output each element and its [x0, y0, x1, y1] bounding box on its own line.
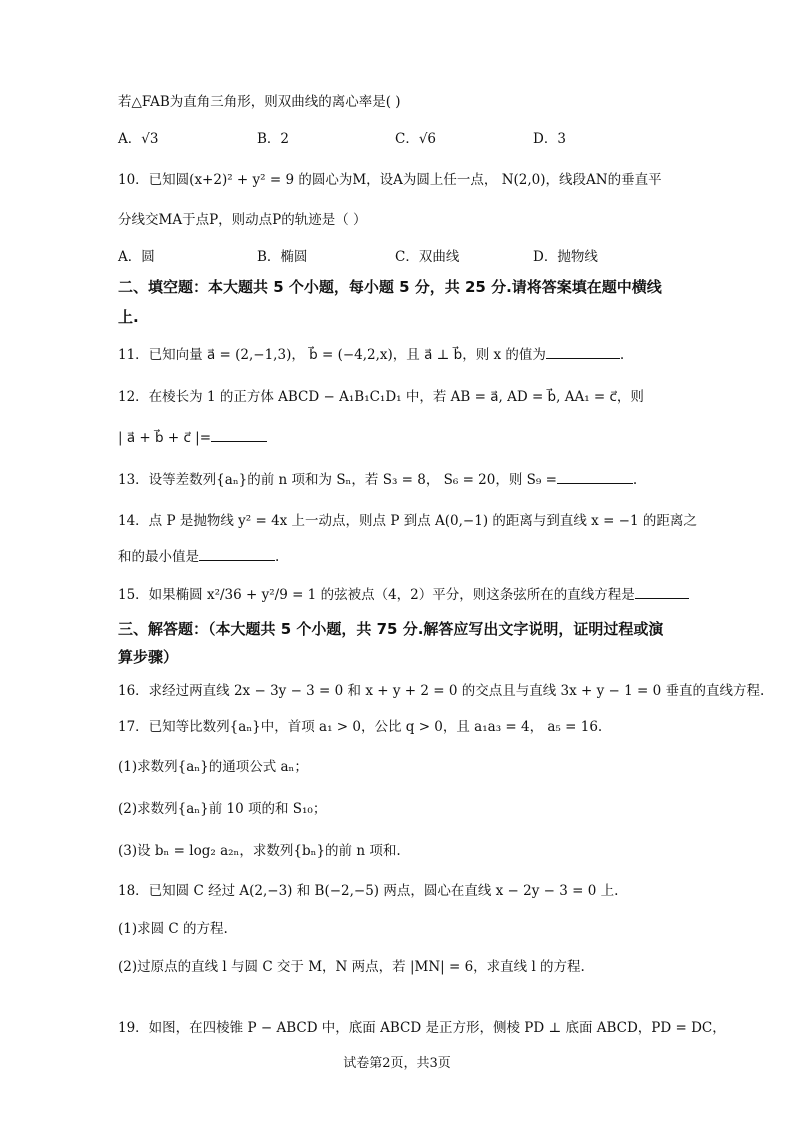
q11-answer-blank[interactable]	[546, 344, 620, 359]
q9-option-c: C．√6	[395, 131, 437, 147]
page-footer: 试卷第2页，共3页	[343, 1056, 451, 1071]
q11: 11．已知向量 a⃗ = (2,−1,3)， b⃗ = (−4,2,x)，且 a⃗ ⊥ b⃗，则 x 的值为 .	[118, 343, 624, 363]
section-3-heading: 三、解答题：（本大题共 5 个小题，共 75 分.解答应写出文字说明，证明过程或演	[118, 620, 664, 638]
q15	[118, 583, 689, 603]
q17: 17．已知等比数列{aₙ}中，首项 a₁ > 0，公比 q > 0，且 a₁a₃ = 4， a₅ = 16.	[118, 719, 603, 735]
q10-line-2: 分线交MA于点P，则动点P的轨迹是（ ）	[118, 212, 367, 228]
q10-option-d: D．抛物线	[533, 249, 598, 265]
section-2-heading-cont: 上.	[118, 308, 139, 326]
q14-line-1: 14．点 P 是抛物线 y² = 4x 上一动点，则点 P 到点 A(0,−1) 的距离与到直线 x = −1 的距离之	[118, 513, 697, 529]
q10-line-1: 10．已知圆(x+2)² + y² = 9 的圆心为M，设A为圆上任一点， N(2,0)，线段AN的垂直平	[118, 172, 662, 188]
q12-line-1: 12．在棱长为 1 的正方体 ABCD − A₁B₁C₁D₁ 中，若 AB = a⃗, AD = b⃗, AA₁ = c⃗，则	[118, 389, 644, 405]
q9-option-b: B．2	[257, 131, 290, 147]
q14-answer-blank[interactable]	[199, 546, 275, 561]
q10-option-c: C．双曲线	[395, 249, 460, 265]
q15-answer-blank[interactable]	[635, 584, 689, 599]
q14-text: 和的最小值是	[118, 549, 199, 565]
q14: 和的最小值是 .	[118, 545, 279, 565]
q19: 19．如图，在四棱锥 P − ABCD 中，底面 ABCD 是正方形，侧棱 PD ⊥ 底面 ABCD，PD = DC，	[118, 1020, 726, 1036]
q17-part-2: (2)求数列{aₙ}前 10 项的和 S₁₀；	[118, 801, 327, 817]
q9-stem-tail: 若△FAB为直角三角形，则双曲线的离心率是( )	[118, 94, 401, 110]
q12-answer-blank[interactable]	[211, 427, 267, 442]
q11-text: 11．已知向量 a⃗ = (2,−1,3)， b⃗ = (−4,2,x)，且 a⃗ ⊥ b⃗，则 x 的值为	[118, 347, 546, 363]
q13-text: 13．设等差数列{aₙ}的前 n 项和为 Sₙ，若 S₃ = 8， S₆ = 20，则 S₉ =	[118, 472, 557, 488]
q16: 16．求经过两直线 2x − 3y − 3 = 0 和 x + y + 2 = 0 的交点且与直线 3x + y − 1 = 0 垂直的直线方程.	[118, 683, 765, 699]
q10-option-a: A．圆	[118, 249, 155, 265]
q17-part-3: (3)设 bₙ = log₂ a₂ₙ，求数列{bₙ}的前 n 项和.	[118, 843, 401, 859]
section-2-heading: 二、填空题：本大题共 5 个小题，每小题 5 分，共 25 分.请将答案填在题中横线	[118, 278, 662, 296]
q18: 18．已知圆 C 经过 A(2,−3) 和 B(−2,−5) 两点，圆心在直线 x − 2y − 3 = 0 上.	[118, 883, 619, 899]
q15-text: 15．如果椭圆 x²/36 + y²/9 = 1 的弦被点（4，2）平分，则这条弦所在的直线方程是	[118, 587, 635, 603]
q10-option-b: B．椭圆	[257, 249, 308, 265]
section-3-heading-cont: 算步骤）	[118, 648, 179, 666]
q12	[118, 427, 267, 446]
q12-text: | a⃗ + b⃗ + c⃗ |=	[118, 430, 212, 446]
q9-option-d: D．3	[533, 131, 566, 147]
q9-option-a: A．√3	[118, 131, 159, 147]
q18-part-1: (1)求圆 C 的方程.	[118, 921, 228, 937]
q18-part-2: (2)过原点的直线 l 与圆 C 交于 M，N 两点，若 |MN| = 6，求直线 l 的方程.	[118, 959, 585, 975]
q13-answer-blank[interactable]	[557, 469, 633, 484]
q13: 13．设等差数列{aₙ}的前 n 项和为 Sₙ，若 S₃ = 8， S₆ = 20，则 S₉ = .	[118, 468, 637, 488]
q17-part-1: (1)求数列{aₙ}的通项公式 aₙ；	[118, 759, 308, 775]
